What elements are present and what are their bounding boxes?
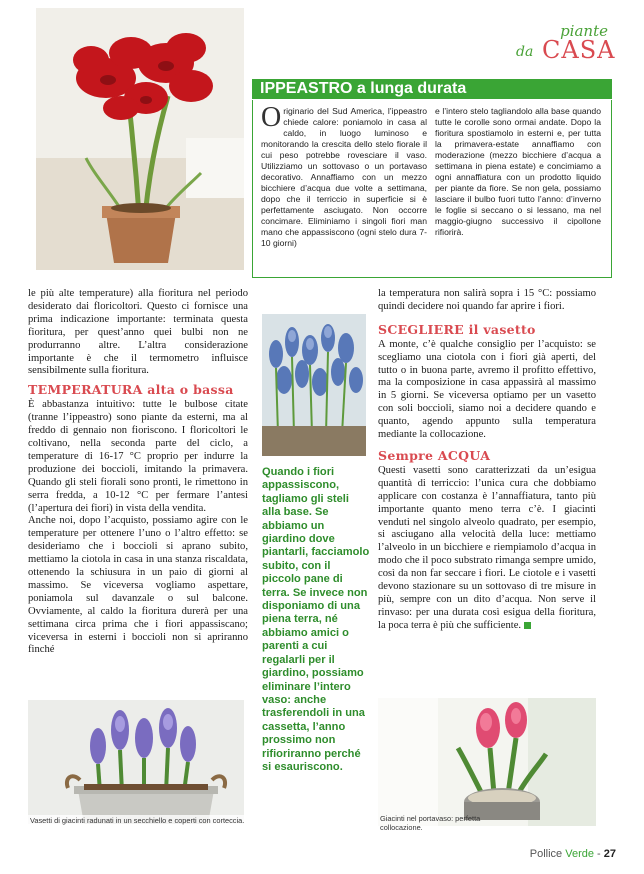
box-title: IPPEASTRO a lunga durata — [260, 80, 467, 97]
box-title-bar — [252, 79, 612, 99]
intro-box — [252, 100, 612, 278]
intro-column-2: e l’intero stelo tagliandolo alla base quando tutte le corolle sono ormai andate. Dopo la fioritura spostiamolo in esterni e, per tutta la primavera-estate annaffiamo con moderazione (mezzo bicchiere d’acqua a settimana in piena estate) e concimiamo a ogni annaffiatura con un prodotto liquido per piante da fiore. Se non gela, possiamo lasciare il bulbo fuori tutto l’anno: d’inverno le foglie si seccano o si lessano, ma nel maggio-giugno successivo il cipollone rifiorirà. — [435, 106, 601, 237]
hyacinth-pot-illustration — [378, 698, 596, 826]
footer-brand-a: Pollice — [529, 848, 563, 860]
section-tag-line1: piante — [560, 22, 608, 40]
section-tag-line3: CASA — [542, 36, 616, 64]
end-of-article-mark — [524, 622, 531, 629]
section-tag-line2: da — [516, 44, 534, 60]
amaryllis-illustration — [36, 8, 244, 270]
left-paragraph-3: Anche noi, dopo l’acquisto, possiamo agire con le temperature per ottenere l’uno o l’altro effetto: se desideriamo che i boccioli si aprano subito, mettiamo la ciotola in casa in una stanza riscaldata, ottenendo la schiusura in un paio di giorni al massimo. Se viceversa vogliamo aspettare, poniamola sul davanzale o sul balcone. Ovviamente, al caldo la fioritura durerà per una settimana circa prima che i fiori appassiscano; viceversa in esterni i boccioli non si apriranno finché — [28, 515, 248, 656]
left-paragraph-1: le più alte temperature) alla fioritura nel periodo desiderato dai floricoltori. Questo ci fornisce una prima indicazione importante: terminata questa fioritura, per quest’anno quei bulbi non ne produrranno altre. L’altra considerazione importante è che il termometro influisce sensibilmente sulla fioritura. — [28, 288, 248, 377]
section-tag — [516, 22, 616, 72]
intro-column-1 — [261, 102, 427, 249]
hyacinth-tin-illustration — [28, 700, 244, 824]
muscari-photo — [262, 314, 366, 456]
right-paragraph-1: la temperatura non salirà sopra i 15 °C: possiamo quindi decidere noi quando far aprire i fiori. — [378, 288, 596, 312]
caption-hyacinth-tin: Vasetti di giacinti radunati in un secchiello e coperti con corteccia. — [28, 815, 248, 826]
page-footer — [530, 848, 616, 860]
green-callout: Quando i fiori appassiscono, tagliamo gli steli alla base. Se abbiamo un giardino dove piantarli, facciamolo subito, con il piccolo pane di terra. Se invece non disponiamo di una piena terra, né abbiamo amici o parenti a cui regalarli per il giardino, possiamo eliminare l’intero vaso: anche trasferendoli in una cassetta, l’anno prossimo non rifioriranno perché si esauriscono. — [262, 466, 370, 773]
right-paragraph-3-text: Questi vasetti sono caratterizzati da un’esigua quantità di terriccio: l’unica cura che dobbiamo applicare con costanza è l’annaffiatura, tanto più importante quanto meno terra c’è. I giacinti venduti nel singolo alveolo quadrato, per esempio, si asciugano alla velocità della luce: mettiamo l’alveolo in un bicchiere e riempiamolo d’acqua in modo che il poco substrato rimanga sempre umido, così da non far seccare i fiori. Le ciotole e i vasetti devono stazionare su un sottovaso di tre misure in più, sempre con un dito d’acqua. Non serve il rinvaso: per una durata così esigua della fioritura, la poca terra è più che sufficiente. — [378, 464, 596, 631]
footer-brand-b: Verde — [565, 848, 594, 860]
amaryllis-photo — [36, 8, 244, 270]
heading-scegliere: SCEGLIERE il vasetto — [378, 321, 536, 337]
footer-separator: - — [593, 848, 604, 860]
caption-hyacinth-pot: Giacinti nel portavaso: perfetta collocazione. — [380, 814, 481, 832]
right-column — [378, 288, 596, 633]
left-paragraph-2: È abbastanza intuitivo: tutte le bulbose citate (tranne l’ippeastro) sono piante da esterni, ma al freddo di gennaio non fioriscono. I floricoltori le coltivano, nella seconda parte del ciclo, a temperature di 16-17 °C proprio per indurre la produzione dei boccioli, imitando la primavera. Quando gli steli fiorali sono pronti, le rimettono in serra fredda, a 10-12 °C per fermare l’antesi (l’apertura dei fiori) in vista della vendita. — [28, 399, 248, 514]
left-column — [28, 288, 248, 657]
heading-temperatura: TEMPERATURA alta o bassa — [28, 382, 234, 398]
drop-cap: O — [261, 102, 282, 133]
right-paragraph-2: A monte, c’è qualche consiglio per l’acquisto: se scegliamo una ciotola con i fiori già aperti, del tutto o in buona parte, avremo il profitto effettivo, ma la composizione in casa appassirà al massimo in 5 giorni. Se viceversa optiamo per un vasetto con soli boccioli, siamo noi a decidere quando e quanto, agendo appunto sulla temperatura mediante la collocazione. — [378, 338, 596, 441]
heading-acqua: Sempre ACQUA — [378, 447, 491, 463]
hyacinth-tin-photo — [28, 700, 244, 824]
muscari-illustration — [262, 314, 366, 456]
hyacinth-pot-photo — [378, 698, 596, 826]
right-paragraph-3 — [378, 465, 596, 633]
page-number: 27 — [603, 848, 616, 860]
intro-text-1: riginario del Sud America, l’ippeastro chiede calore: poniamolo in casa al caldo, in luogo luminoso e monitorando la crescita dello stelo fiorale il cui peso potrebbe rovesciare il vaso. Utilizziamo un sottovaso o un portavaso decorativo. Annaffiamo con un mezzo bicchiere d’acqua due volte a settimana, dopo che il terriccio in superficie si è perfettamente asciugato. Non occorre concimare. Eliminiamo i singoli fiori man mano che appassiscono (ogni stelo dura 7-10 giorni) — [261, 106, 427, 248]
